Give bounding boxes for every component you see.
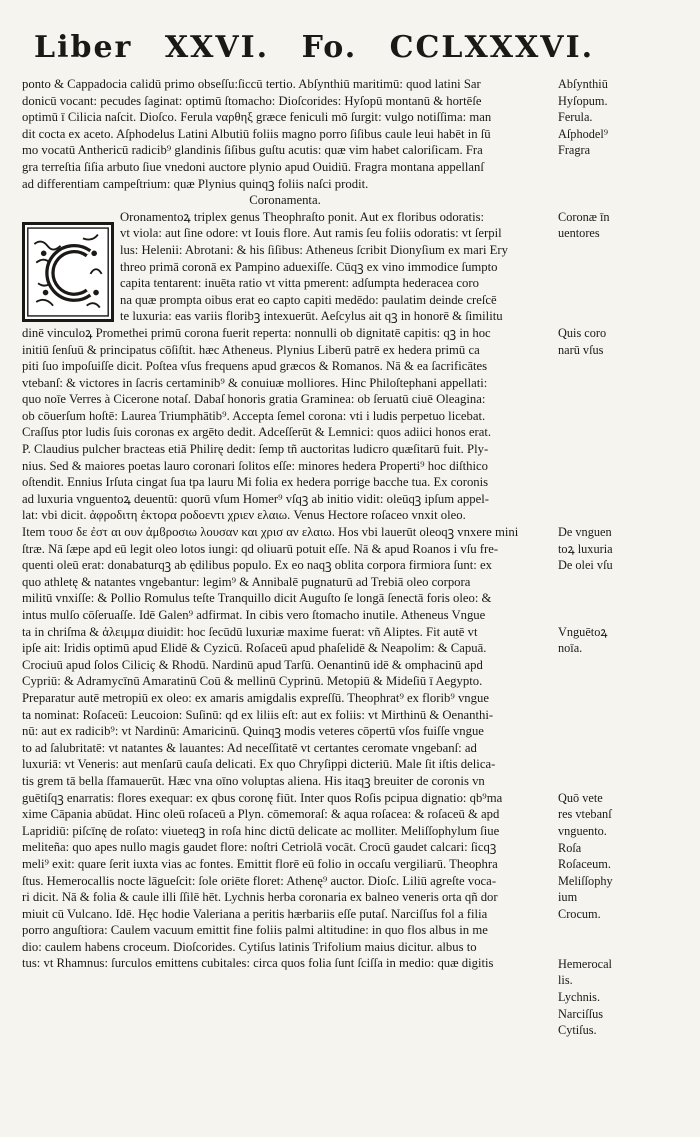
text-line: na quæ prompta oibus erat eo capto capiti medēdo: paulatim deinde creſcē xyxy=(120,292,497,307)
text-line: Preparatur autē metropiū ex oleo: ex amaris amigdalis expreſſū. Theophrat⁹ ex florib⁹ vngue xyxy=(22,690,489,705)
text-line: ſtus. Hemerocallis nocte lāgueſcit: ſole oriēte floret: Athenę⁹ auctor. Dioſc. Liliū agreſte voca- xyxy=(22,873,497,888)
text-line: miuit cū Vulcano. Idē. Hęc hodie Valeriana a peritis hærbariis eſſe putaſ. Narciſſus fol a filia xyxy=(22,906,488,921)
margin-note: Crocum. xyxy=(558,907,601,921)
margin-note: Lychnis. xyxy=(558,990,601,1004)
text-line: initiū ſenſuū & principatus cōſiſtit. hæc Atheneus. Plynius Liberū patrē ex hedera primū ca xyxy=(22,342,480,357)
margin-note: noīa. xyxy=(558,641,583,656)
text-line: dit cocta ex aceto. Aſphodelus Latini Albutiū foliis magno porro ſiſibus caule leui habēt in ſū xyxy=(22,126,491,141)
text-line: Crociuū apud ſolos Ciliciç & Rhodū. Nardinū apud Tarſū. Oenantinū idē & omphacinū apd xyxy=(22,657,483,672)
text-line: dinē vinculoꝝ Promethei primū corona fuerit reperta: nonnulli ob dignitatē capitis: qꝫ in hoc xyxy=(22,325,491,340)
text-line: dio: caulem habens croceum. Dioſcorides. Cytiſus latinis Trifolium maius dicitur. albus to xyxy=(22,939,477,954)
folio-word: Fo. xyxy=(301,30,358,65)
text-line: vt viola: aut ſine odore: vt Iouis flore. Aut ramis ſeu foliis odoratis: vt ſerpil xyxy=(120,226,502,241)
text-line: ri dicit. Nā & folia & caule illi ſſilē hēt. Lychnis herba coronaria ex balneo veneris orta qñ dor xyxy=(22,890,498,905)
text-line: vtebanſ: & victores in ſacris certaminib⁹ & conuiuæ molliores. Hinc Philoſtephani appellati: xyxy=(22,375,488,390)
margin-note: De vnguen xyxy=(558,525,612,540)
text-line: quenti oleū erat: donabaturqꝫ ab ędilibus populo. Ex eo naqꝫ oblita corpora firmiora ſunt: ex xyxy=(22,558,492,573)
text-line: tus: vt Rhamnus: ſurculos emittens cubitales: circa quos folia ſunt ſciſſa in medio: quæ digitis xyxy=(22,956,494,971)
margin-note: Coronæ īn xyxy=(558,209,610,224)
margin-note: Hemerocal xyxy=(558,956,612,971)
text-line: Cypriū: & Adramycīnū Amaratinū Coū & mellinū Cyprinū. Metopiū & Mideſiū ī Aegypto. xyxy=(22,674,483,689)
text-line: optimū ī Cilicia naſcit. Dioſco. Ferula ναρθηξ græce feniculi mō ſurgit: vulgo notiſſima: man xyxy=(22,110,492,125)
text-line: threo primā coronā ex Pampino aduexiſſe. Cūqꝫ ex vino immodice ſumpto xyxy=(120,259,498,274)
folio-number: CCLXXXVI. xyxy=(389,30,595,65)
text-line: nū: aut ex radicib⁹: vt Nardinū: Amaricinū. Quinqꝫ modis veteres cōpertū vſos fuiſſe vngue xyxy=(22,724,484,739)
text-line: ipſe ait: Iridis optimū apud Elidē & Cyzicū. Roſaceū apud phaſelidē & Neapolim: & Capuā. xyxy=(22,641,487,656)
margin-note: Fragra xyxy=(558,143,591,158)
text-line: meliteña: quo apes nullo magis gaudet flore: noſtri Cetriolā vocāt. Crocū gaudet calcari: ſicqꝫ xyxy=(22,840,497,855)
margin-note: uentores xyxy=(558,226,600,241)
text-line: meli⁹ exit: quare ſerit iuxta vias ac fontes. Emittit florē eū folio in occaſu vergiliarū. Theophra xyxy=(22,856,498,871)
margin-note: Narciſſus xyxy=(558,1006,604,1021)
margin-note: Abſynthiū xyxy=(558,77,608,91)
text-line: Coronamenta. xyxy=(249,193,321,208)
text-line: tis grem tā bella ſfamauerūt. Hæc vna oīno voluptas aliena. His itaqꝫ breuiter de coronis vn xyxy=(22,773,485,788)
text-line: nius. Sed & maiores poetas lauro coronari ſolitos eſſe: minores hedera Properti⁹ hoc diſthico xyxy=(22,458,488,473)
text-line: Item τουσ δε ἐστ αι ουν ἀμϐροσιω λουσαν και χρισ αν ελαιω. Hos vbi lauerūt oleoqꝫ vnxere mini xyxy=(22,525,519,540)
margin-note: res vtebanſ xyxy=(558,807,612,822)
text-line: porro anguſtiora: Caulem vacuum emittit fine foliis palmi altitudine: in quo flos albus in me xyxy=(22,923,488,938)
margin-note: vnguento. xyxy=(558,824,607,838)
margin-note: Aſphodel⁹ xyxy=(558,126,609,141)
text-line: ponto & Cappadocia calidū primo obseſſu:ſiccū tertio. Abſynthiū maritimū: quod latini Sar xyxy=(22,77,481,91)
text-line: to ad ſalubritatē: vt natantes & lauantes: Ad neceſſitatē vt certantes ceromate vngebanſ: ad xyxy=(22,740,477,755)
margin-note: Meliſſophy xyxy=(558,873,613,888)
text-line: gra terreſtia ſiſia arbuto ſiue vnedoni auctore plynio apud Ouidiū. Fragra montana appellanſ xyxy=(22,159,484,174)
margin-note: lis. xyxy=(558,973,573,988)
text-line: oſtendit. Ennius Irſuta cingat ſua tpa lauru Mi folia ex hedera porrige bacche tua. Ex coronis xyxy=(22,475,489,490)
text-line: mo vocatū Anthericū radicib⁹ glandinis ſiſibus guſtu acutis: quæ vim habet caloriſicam. Fra xyxy=(22,143,483,158)
margin-note: De olei vſu xyxy=(558,558,613,573)
text-line: intus mulſo cōſeruaſſe. Idē Galen⁹ adfirmat. In cibis vero ſtomacho inutile. Atheneus Vngue xyxy=(22,608,486,622)
margin-note: Ferula. xyxy=(558,110,593,125)
text-line: quo noīe Verres à Cicerone notaſ. Dabaſ honoris gratia Graminea: ob ſeruatū ciuē Oleagina: xyxy=(22,392,486,407)
text-line: guētiſqꝫ enarratis: flores exequar: ex qbus coronę fiūt. Inter quos Roſis pcipua dignatio: qb⁹ma xyxy=(22,790,503,805)
main-text-column xyxy=(22,76,548,972)
margin-note: Cytiſus. xyxy=(558,1023,597,1038)
margin-note: Hyſopum. xyxy=(558,93,608,108)
text-line: donicū vocant: pecudes ſaginat: optimū ſtomacho: Dioſcorides: Hyſopū montanū & hortēſe xyxy=(22,93,482,108)
book-word: Liber xyxy=(34,30,133,65)
margin-note: Quō vete xyxy=(558,790,603,805)
margin-note: Quis coro xyxy=(558,326,607,340)
text-line: capita tentarent: inuēta ratio vt vitta pmerent: adſumpta hederacea coro xyxy=(120,276,479,291)
text-line: militū vnxiſſe: & Pollio Romulus teſte Tranquillo dicit Auguſto ſe longā ſenectā foris oleo: & xyxy=(22,591,492,606)
text-line: P. Claudius pulcher bracteas etiā Philirę dedit: ſemp tñ auctoritas ludicro quæſitarū fuit. Ply- xyxy=(22,442,489,457)
text-line: lat: vbi dicit. ἀφροδιτη ἐκτορα ροδοεντι χριεν ελαιω. Venus Hectore roſaceo vnxit oleo. xyxy=(22,508,466,523)
margin-note: Roſaceum. xyxy=(558,857,611,872)
text-line: quo athletę & natantes vngebantur: legim⁹ & Annibalē pugnaturū ad Trebiā oleo corpora xyxy=(22,574,471,589)
text-line: luxuriā: vt Veneris: aut menſarū cauſa delicati. Ex quo Chryſippi dicteriū. Male ſit iſtis delica- xyxy=(22,757,496,772)
text-line: xime Cāpania abūdat. Hinc oleū roſaceū a Plyn. cōmemoraſ: & aqua roſacea: & roſaceū & apd xyxy=(22,807,500,822)
text-line: piti ſuo impoſuiſſe dicit. Poſtea vſus frequens apud græcos & Romanos. Nā & ea ſacrificātes xyxy=(22,359,488,374)
text-line: ta in chriſma & ἀλειμμα diuidit: hoc ſecūdū luxuriæ maxime fuerat: vñ Aliptes. Fit autē vt xyxy=(22,624,478,639)
margin-note: toꝝ luxuria xyxy=(558,541,613,556)
text-line: lus: Helenii: Abrotani: & his ſiſibus: Atheneus ſcribit Dionyſium ex mari Ery xyxy=(120,242,508,257)
text-line: ta nominat: Roſaceū: Leucoion: Suſinū: qd ex liliis eſt: aut ex foliis: vt Mirthinū & Oenanthi- xyxy=(22,707,494,722)
text-line: ſtræ. Nā ſæpe apd eū legit oleo lotos iungi: qd oliuarū potuit eſſe. Nā & apud Roanos i vſu fre- xyxy=(22,541,499,556)
text-line: ad differentiam campeſtrium: quæ Plynius quinqꝫ foliis naſci prodit. xyxy=(22,176,369,191)
text-line: Lapridiū: piſcīnę de roſato: viueteqꝫ in roſa hinc dictū delicate ac molliter. Meliſſophylum ſiue xyxy=(22,823,500,838)
book-number: XXVI. xyxy=(164,30,270,65)
margin-note: ium xyxy=(558,890,578,905)
text-line: ob cōuerſum hoſtē: Laurea Triumphātib⁹. Accepta ſemel corona: vti i ludis perpetuo licebat. xyxy=(22,408,486,423)
margin-note: Vnguētoꝝ xyxy=(558,624,608,639)
text-line: ad luxuria vnguentoꝝ deuentū: quorū vſum Homer⁹ vſqꝫ ab initio vidit: oleūqꝫ ipſum appel- xyxy=(22,491,489,506)
text-line: Oronamentoꝝ triplex genus Theophraſto ponit. Aut ex floribus odoratis: xyxy=(120,209,485,224)
text-line: Craſſus ptor ludis ſuis coronas ex argēto dedit. Adceſſerūt & Lemnici: quos adiici honos erat. xyxy=(22,425,492,440)
margin-note: narū vſus xyxy=(558,342,604,357)
margin-note: Roſa xyxy=(558,840,582,855)
text-line: te luxuria: eas variis floribꝫ intexuerūt. Aeſcylus ait qꝫ in honorē & ſimilitu xyxy=(120,309,503,324)
running-head xyxy=(34,30,594,65)
